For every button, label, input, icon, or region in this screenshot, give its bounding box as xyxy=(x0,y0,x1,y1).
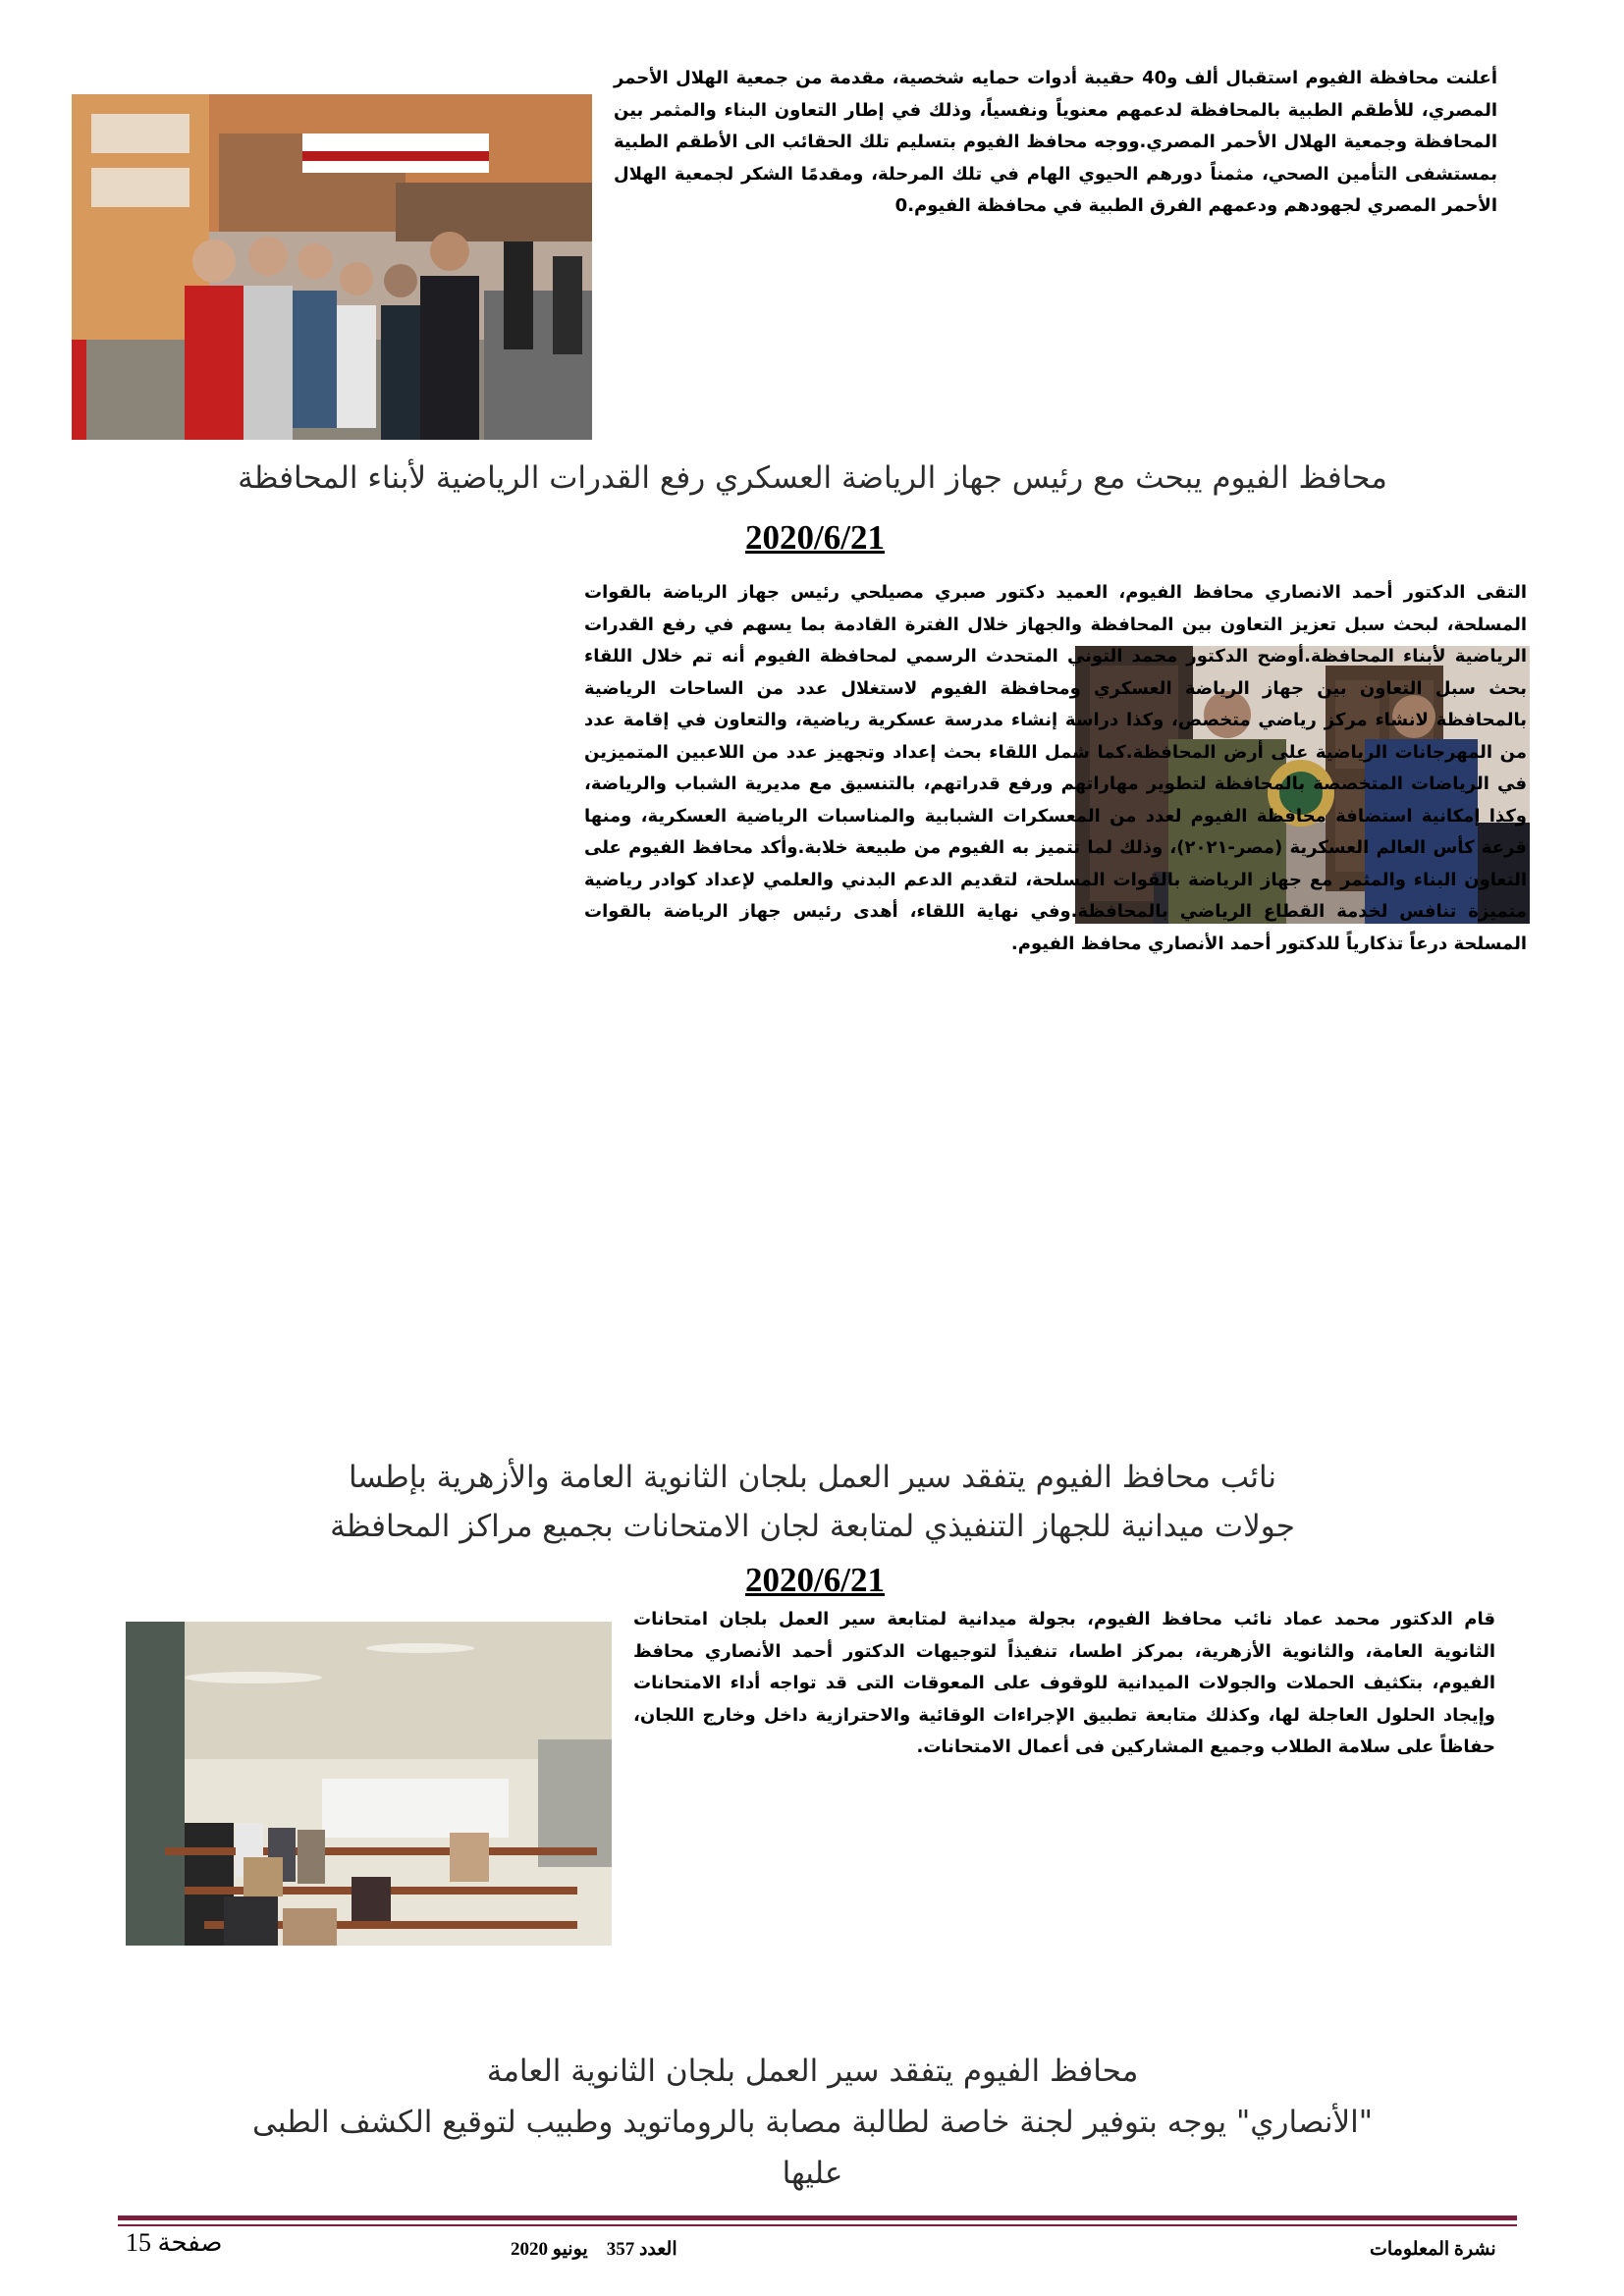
article2-date: 2020/6/21 xyxy=(745,518,885,557)
article4-headline-line2: "الأنصاري" يوجه بتوفير لجنة خاصة لطالبة مصابة بالروماتويد وطبيب لتوقيع الكشف الطبى xyxy=(251,2105,1374,2140)
footer-publication: نشرة المعلومات xyxy=(1370,2239,1496,2260)
footer-rule-thick xyxy=(118,2216,1517,2220)
footer-issue xyxy=(511,2238,677,2261)
article4-headline-line1: محافظ الفيوم يتفقد سير العمل بلجان الثانوية العامة xyxy=(486,2054,1139,2089)
article3-headline-line1: نائب محافظ الفيوم يتفقد سير العمل بلجان الثانوية العامة والأزهرية بإطسا xyxy=(348,1460,1277,1495)
footer-rule-thin xyxy=(118,2224,1517,2226)
article4-headline-line3: عليها xyxy=(782,2156,843,2191)
article2-headline: محافظ الفيوم يبحث مع رئيس جهاز الرياضة العسكري رفع القدرات الرياضية لأبناء المحافظة xyxy=(238,460,1387,496)
exam-hall-photo xyxy=(126,1622,612,1946)
article3-date: 2020/6/21 xyxy=(745,1561,885,1599)
footer-page-number: صفحة 15 xyxy=(126,2228,223,2257)
article3-headline-line2: جولات ميدانية للجهاز التنفيذي لمتابعة لجان الامتحانات بجميع مراكز المحافظة xyxy=(330,1509,1295,1544)
article2-text xyxy=(118,577,1527,960)
article2-photo-spacer xyxy=(118,641,584,921)
footer-issue-label: العدد xyxy=(638,2239,677,2260)
red-crescent-photo xyxy=(72,94,592,440)
article1-text: أعلنت محافظة الفيوم استقبال ألف و40 حقيبة أدوات حمايه شخصية، مقدمة من جمعية الهلال الأحمر المصري، للأطقم الطبية بالمحافظة لدعمهم معنوياً ونفسياً، وذلك في إطار التعاون البناء والمثمر بين المحافظة وجمعية الهلال الأحمر المصري.ووجه محافظ الفيوم بتسليم تلك الحقائب الى الأطقم الطبية بمستشفى التأمين الصحي، مثمناً دورهم الحيوي الهام في تلك المرحلة، ومقدمًا الشكر لجمعية الهلال الأحمر المصري لجهودهم ودعمهم الفرق الطبية في محافظة الفيوم.0 xyxy=(614,68,1497,216)
article3-text: قام الدكتور محمد عماد نائب محافظ الفيوم، بجولة ميدانية لمتابعة سير العمل بلجان امتحانات الثانوية العامة، والثانوية الأزهرية، بمركز اطسا، تنفيذاً لتوجيهات الدكتور أحمد الأنصاري محافظ الفيوم، بتكثيف الحملات والجولات الميدانية للوقوف على المعوقات التى قد تواجه أداء الامتحانات وإيجاد الحلول العاجلة لها، وكذلك متابعة تطبيق الإجراءات الوقائية والاحترازية داخل وخارج اللجان، حفاظاً على سلامة الطلاب وجميع المشاركين فى أعمال الامتحانات. xyxy=(633,1609,1495,1757)
article2-text-content: التقى الدكتور أحمد الانصاري محافظ الفيوم، العميد دكتور صبري مصيلحي رئيس جهاز الرياضة بالقوات المسلحة، لبحث سبل تعزيز التعاون بين المحافظة والجهاز خلال الفترة القادمة بما يسهم في رفع القدرات الرياضية لأبناء المحافظة.أوضح الدكتور محمد التوني المتحدث الرسمي لمحافظة الفيوم أنه تم خلال اللقاء بحث سبل التعاون بين جهاز الرياضة العسكري ومحافظة الفيوم لاستغلال عدد من الساحات الرياضية بالمحافظة لانشاء مركز رياضي متخصص، وكذا دراسة إنشاء مدرسة عسكرية رياضية، والتعاون في إقامة عدد من المهرجانات الرياضية على أرض المحافظة.كما شمل اللقاء بحث إعداد وتجهيز عدد من اللاعبين المتميزين في الرياضات المتخصصة بالمحافظة لتطوير مهاراتهم ورفع قدراتهم، بالتنسيق مع مديرية الشباب والرياضة، وكذا إمكانية استضافة محافظة الفيوم لعدد من المعسكرات الشبابية والمناسبات الرياضية العسكرية، ومنها قرعة كأس العالم العسكرية (مصر-٢٠٢١)، وذلك لما تتميز به الفيوم من طبيعة خلابة.وأكد محافظ الفيوم على التعاون البناء والمثمر مع جهاز الرياضة بالقوات المسلحة، لتقديم الدعم البدني والعلمي لإعداد كوادر رياضية متميزة تنافس لخدمة القطاع الرياضي بالمحافظة.وفي نهاية اللقاء، أهدى رئيس جهاز الرياضة بالقوات المسلحة درعاً تذكارياً للدكتور أحمد الأنصاري محافظ الفيوم. xyxy=(584,582,1527,954)
footer-issue-number: 357 xyxy=(606,2239,635,2260)
footer-month-year: يونيو 2020 xyxy=(511,2239,588,2260)
